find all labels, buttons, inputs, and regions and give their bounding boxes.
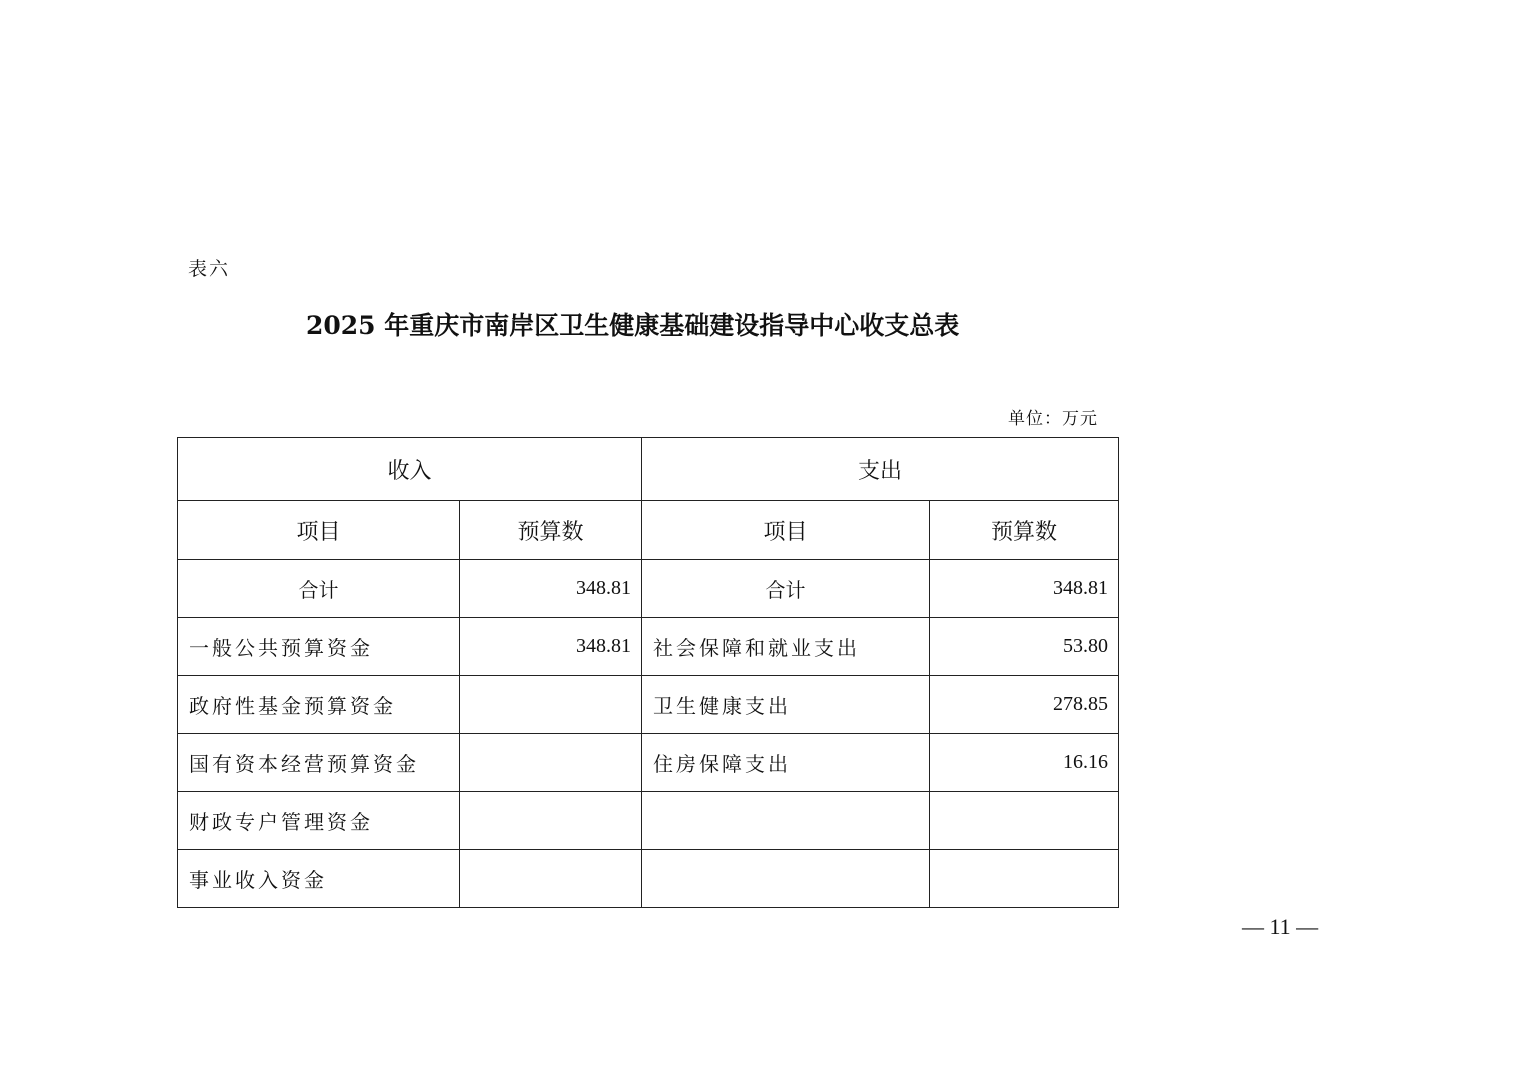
expense-total-label: 合计 [642,560,930,618]
income-item: 事业收入资金 [178,850,460,908]
table-row [178,734,1119,792]
table-row [178,618,1119,676]
expense-item [642,850,930,908]
income-budget-header: 预算数 [460,501,642,560]
expense-item: 住房保障支出 [642,734,930,792]
income-item: 一般公共预算资金 [178,618,460,676]
expense-item: 社会保障和就业支出 [642,618,930,676]
income-value [460,676,642,734]
income-total-value: 348.81 [460,560,642,618]
income-item: 财政专户管理资金 [178,792,460,850]
income-item-header: 项目 [178,501,460,560]
income-header: 收入 [178,438,642,501]
income-expense-table [177,437,1119,908]
table-row [178,676,1119,734]
expense-header: 支出 [642,438,1119,501]
income-item: 政府性基金预算资金 [178,676,460,734]
table-row [178,850,1119,908]
expense-item-header: 项目 [642,501,930,560]
expense-value [930,850,1119,908]
table-label: 表六 [188,258,231,280]
total-row [178,560,1119,618]
table-header-row [178,438,1119,501]
expense-value: 278.85 [930,676,1119,734]
expense-value: 53.80 [930,618,1119,676]
page-number: — 11 — [1242,914,1319,939]
expense-item [642,792,930,850]
income-total-label: 合计 [178,560,460,618]
expense-value: 16.16 [930,734,1119,792]
unit-note: 单位：万元 [1008,409,1098,429]
expense-value [930,792,1119,850]
expense-budget-header: 预算数 [930,501,1119,560]
income-value: 348.81 [460,618,642,676]
expense-item: 卫生健康支出 [642,676,930,734]
income-value [460,850,642,908]
table-row [178,792,1119,850]
expense-total-value: 348.81 [930,560,1119,618]
column-header-row [178,501,1119,560]
income-item: 国有资本经营预算资金 [178,734,460,792]
income-value [460,734,642,792]
income-value [460,792,642,850]
page-title: 2025 年重庆市南岸区卫生健康基础建设指导中心收支总表 [306,311,960,340]
